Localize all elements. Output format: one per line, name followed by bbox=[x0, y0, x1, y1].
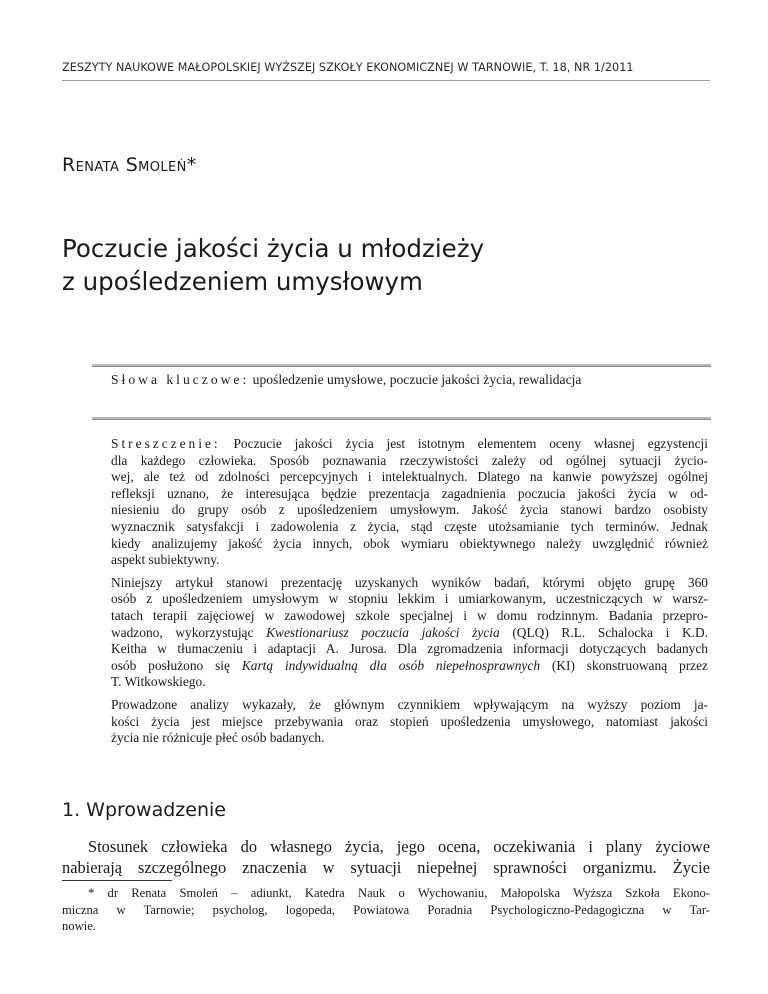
abstract-line: Niniejszy artykuł stanowi prezentację uzyskanych wyników badań, którymi objęto grupę 360 bbox=[111, 574, 708, 590]
keywords-bottom-rule bbox=[92, 417, 711, 420]
abstract-line: kości życia jest miejsce przebywania oraz stopień upośledzenia umysłowego, natomiast jakości bbox=[111, 713, 708, 729]
footnote-line: * dr Renata Smoleń – adiunkt, Katedra Nauk o Wychowaniu, Małopolska Wyższa Szkoła Ekono- bbox=[88, 886, 710, 900]
body-text bbox=[62, 836, 710, 878]
abstract-line: niesieniu do grupy osób z upośledzeniem umysłowym. Jakość życia stanowi bardzo osobisty bbox=[111, 502, 708, 518]
abstract-line: kiedy analizujemy jakość życia innych, obok wymiaru obiektywnego należy uwzględnić również bbox=[111, 535, 708, 551]
keywords-label: Słowa kluczowe: bbox=[111, 372, 250, 387]
abstract-line: T. Witkowskiego. bbox=[111, 674, 206, 690]
abstract-line: dla każdego człowieka. Sposób poznawania rzeczywistości zależy od ogólnej sytuacji życio- bbox=[111, 452, 708, 468]
author-name: Renata Smoleń* bbox=[62, 154, 197, 176]
footnote-line: miczna w Tarnowie; psycholog, logopeda, Powiatowa Poradnia Psychologiczno-Pedagogiczna w Tar- bbox=[62, 902, 710, 917]
journal-header: ZESZYTY NAUKOWE MAŁOPOLSKIEJ WYŻSZEJ SZKOŁY EKONOMICZNEJ W TARNOWIE, T. 18, NR 1/2011 bbox=[62, 61, 634, 74]
abstract-paragraph-1 bbox=[111, 436, 708, 569]
body-line: nabierają szczególnego znaczenia w sytuacji niepełnej sprawności organizmu. Życie bbox=[62, 858, 710, 877]
abstract-line: aspekt subiektywny. bbox=[111, 552, 220, 568]
title-line-2: z upośledzeniem umysłowym bbox=[62, 267, 423, 296]
keywords-text: upośledzenie umysłowe, poczucie jakości życia, rewalidacja bbox=[252, 372, 582, 387]
questionnaire-title: Kwestionariusz poczucia jakości życia bbox=[266, 624, 500, 640]
abstract-line: osób z upośledzeniem umysłowym w stopniu lekkim i umiarkowanym, uczestniczących w warsz- bbox=[111, 591, 708, 607]
abstract-line: życia nie różnicuje płeć osób badanych. bbox=[111, 730, 325, 746]
abstract-line: wadzono, wykorzystując Kwestionariusz poczucia jakości życia (QLQ) R.L. Schalocka i K.D. bbox=[111, 624, 708, 640]
article-title bbox=[62, 232, 702, 298]
abstract-line: refleksji uznano, że interesująca będzie prezentacja zagadnienia poczucia jakości życia w od- bbox=[111, 485, 708, 501]
abstract-line: tatach terapii zajęciowej w zawodowej szkole specjalnej i w domu rodzinnym. Badania przepro- bbox=[111, 607, 708, 623]
abstract-paragraph-3 bbox=[111, 697, 708, 747]
abstract-line: Keitha w tłumaczeniu i adaptacji A. Jurosa. Dla zgromadzenia informacji dotyczących badanych bbox=[111, 641, 708, 657]
title-line-1: Poczucie jakości życia u młodzieży bbox=[62, 234, 485, 263]
footnote bbox=[62, 885, 710, 935]
footnote-rule bbox=[62, 880, 172, 881]
abstract-paragraph-2 bbox=[111, 575, 708, 691]
abstract-line: Prowadzone analizy wykazały, że głównym czynnikiem wpływającym na wyższy poziom ja- bbox=[111, 696, 708, 712]
keywords-top-rule bbox=[92, 364, 711, 367]
abstract-line: wyznacznik satysfakcji i zadowolenia z życia, stąd częste utożsamianie tych terminów. Jednak bbox=[111, 518, 708, 534]
section-heading: 1. Wprowadzenie bbox=[62, 799, 226, 821]
abstract-line: Streszczenie: Poczucie jakości życia jest istotnym elementem oceny własnej egzystencji bbox=[111, 436, 708, 451]
card-title: Kartą indywidualną dla osób niepełnosprawnych bbox=[241, 657, 541, 673]
abstract bbox=[111, 436, 708, 753]
keywords bbox=[111, 372, 711, 388]
abstract-label: Streszczenie: bbox=[111, 436, 221, 451]
abstract-line: wej, ale też od zdolności percepcyjnych i intelektualnych. Dlatego na kanwie powyższej ogólnej bbox=[111, 469, 708, 485]
abstract-line: osób posłużono się Kartą indywidualną dla osób niepełnosprawnych (KI) skonstruowaną przez bbox=[111, 657, 708, 673]
footnote-line: nowie. bbox=[62, 919, 96, 933]
body-line: Stosunek człowieka do własnego życia, jego ocena, oczekiwania i plany życiowe bbox=[88, 837, 710, 856]
header-rule bbox=[62, 80, 710, 81]
